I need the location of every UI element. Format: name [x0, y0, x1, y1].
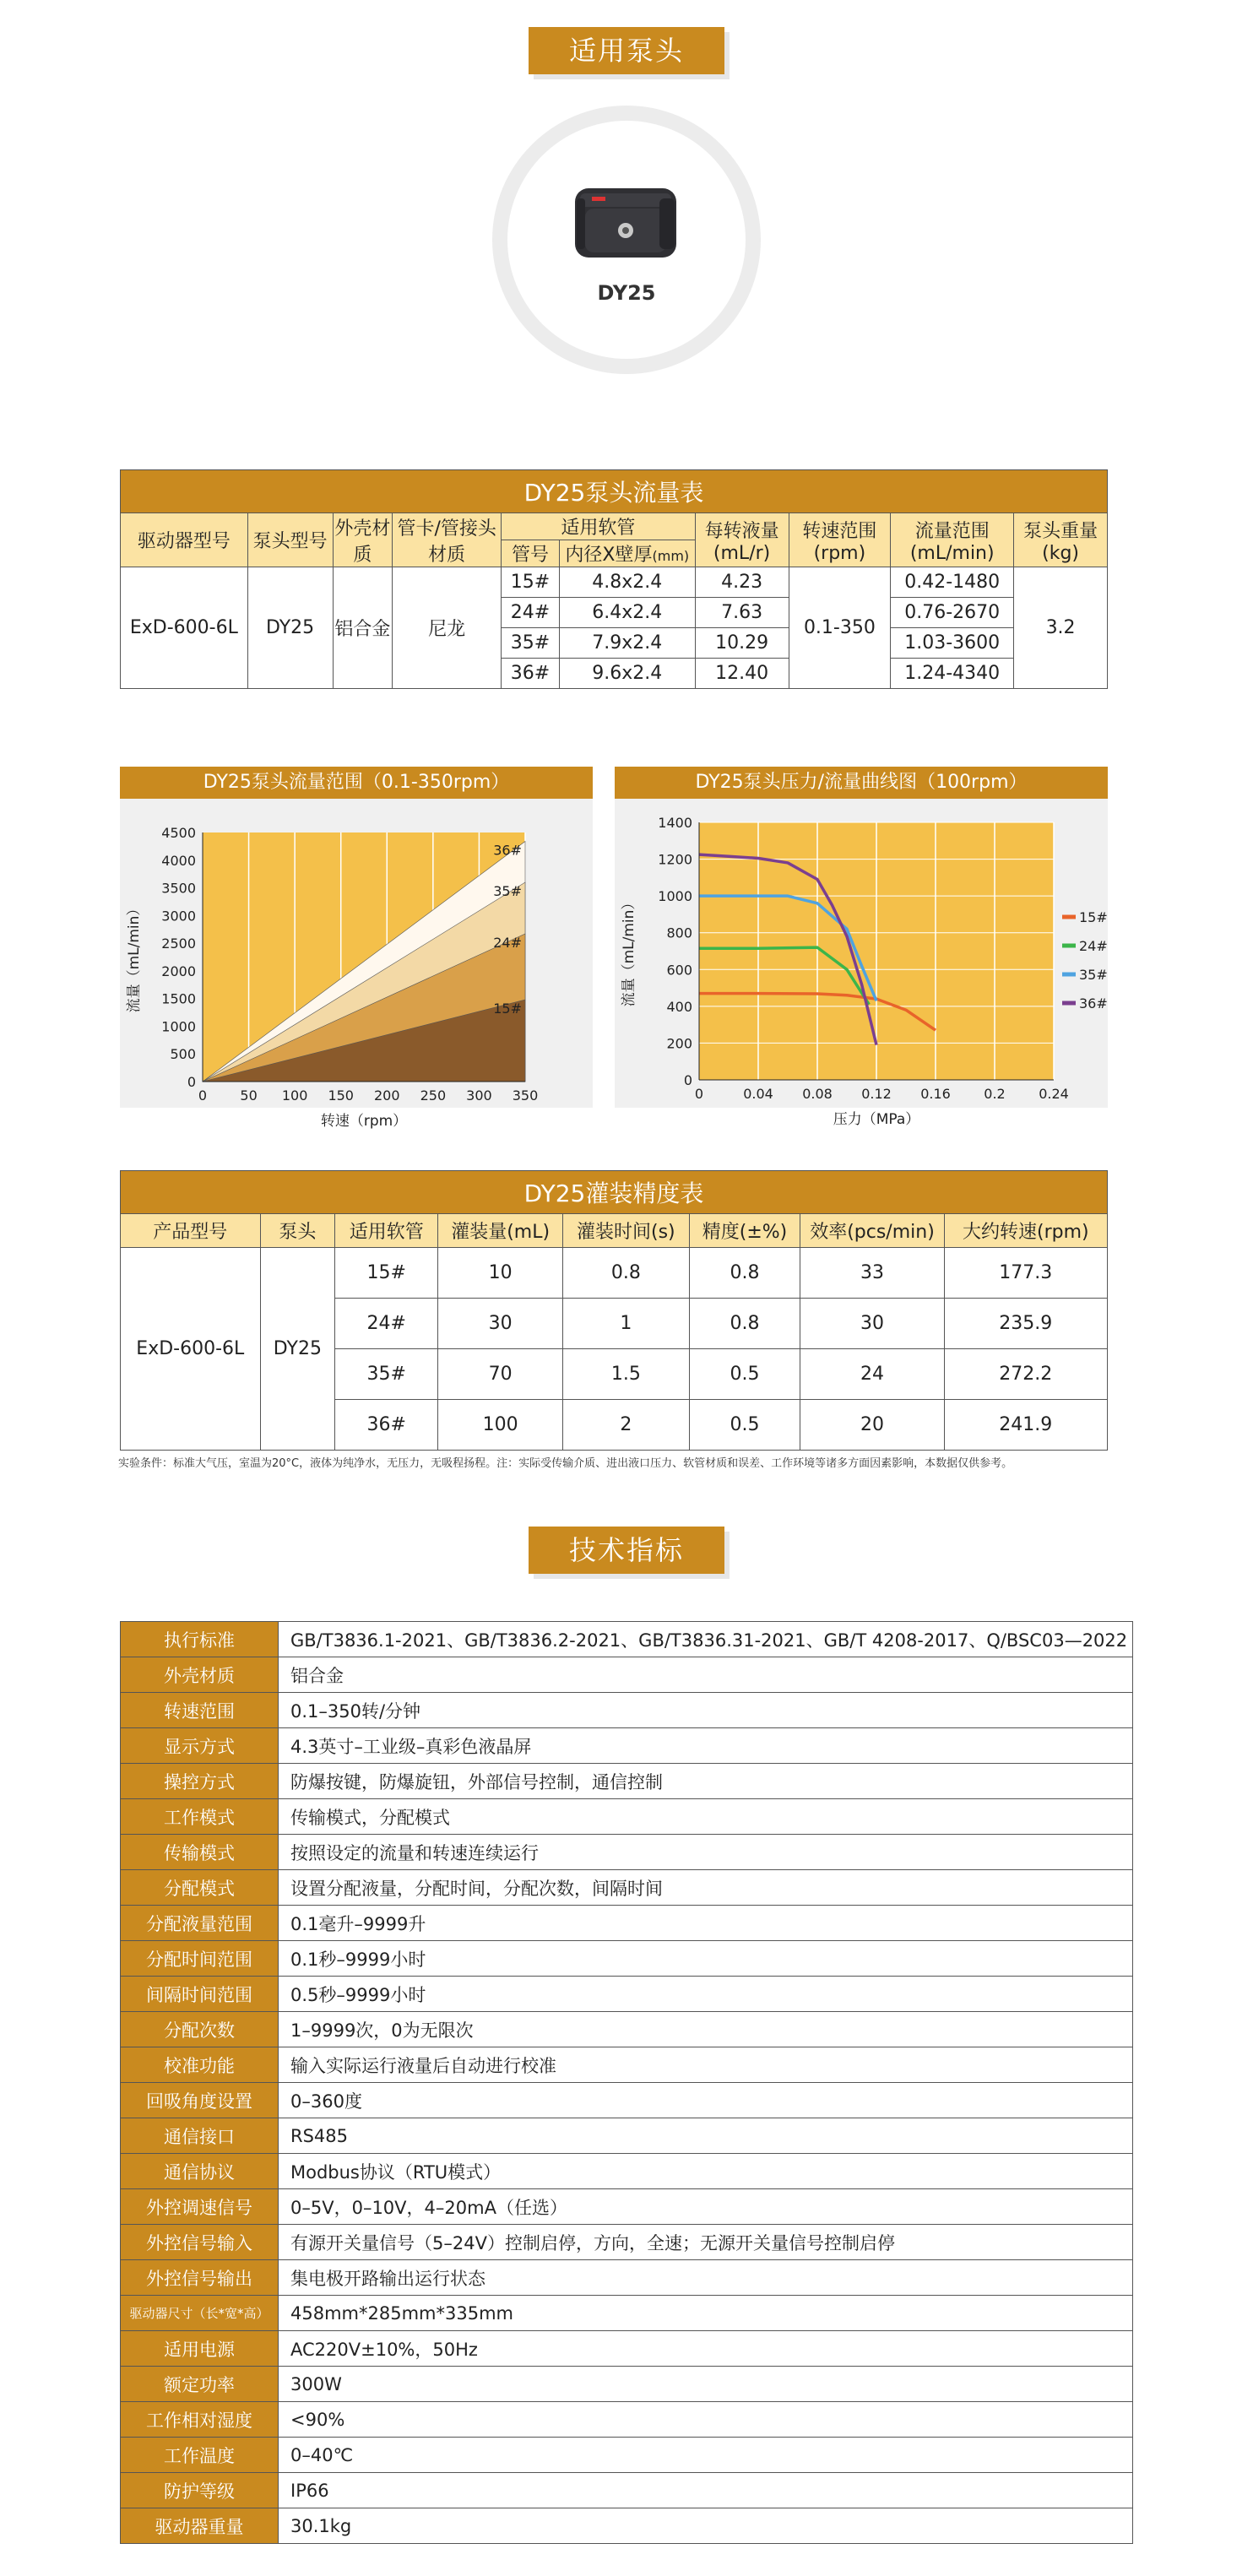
y-tick-label: 1400 [658, 815, 692, 831]
fill-th-2: 适用软管 [335, 1214, 438, 1248]
th-driver-model: 驱动器型号 [121, 513, 248, 567]
spec-value: 传输模式，分配模式 [279, 1799, 1133, 1835]
spec-value: 0.1毫升–9999升 [279, 1906, 1133, 1941]
pump-image-frame [492, 106, 761, 374]
series-label: 15# [493, 1000, 522, 1017]
x-tick-label: 0.2 [984, 1086, 1006, 1102]
pump-section-title: 适用泵头 [529, 27, 724, 74]
cell-per-rev: 12.40 [695, 659, 789, 689]
cell-volume: 100 [438, 1400, 563, 1451]
th-id-wall: 内径X壁厚(mm) [559, 540, 695, 567]
th-applicable-tube: 适用软管 [502, 513, 696, 540]
legend-label: 36# [1079, 995, 1108, 1011]
cell-volume: 70 [438, 1349, 563, 1400]
y-tick-label: 200 [666, 1035, 692, 1052]
series-label: 35# [493, 883, 522, 899]
cell-tube: 35# [335, 1349, 438, 1400]
cell-tube: 24# [335, 1299, 438, 1349]
cell-tube: 36# [335, 1400, 438, 1451]
legend-label: 15# [1079, 909, 1108, 925]
spec-label: 分配时间范围 [121, 1941, 279, 1977]
chart2-title: DY25泵头压力/流量曲线图（100rpm） [615, 767, 1108, 799]
th-shell-material: 外壳材质 [333, 513, 393, 567]
cell-flow: 1.24-4340 [891, 659, 1014, 689]
x-tick-label: 0.24 [1039, 1086, 1069, 1102]
y-tick-label: 4500 [161, 825, 196, 841]
cell-time: 2 [563, 1400, 690, 1451]
spec-label: 通信接口 [121, 2118, 279, 2154]
spec-section-title: 技术指标 [529, 1527, 724, 1574]
spec-row [121, 2508, 1133, 2544]
spec-label: 回吸角度设置 [121, 2083, 279, 2118]
x-tick-label: 150 [328, 1087, 354, 1104]
spec-row [121, 2083, 1133, 2118]
x-tick-label: 0.08 [802, 1086, 833, 1102]
cell-efficiency: 33 [800, 1248, 944, 1299]
th-flow-range: 流量范围(mL/min) [891, 513, 1014, 567]
pump-head-image [567, 173, 685, 273]
cell-size: 9.6x2.4 [559, 659, 695, 689]
cell-driver-model: ExD-600-6L [121, 567, 248, 689]
spec-row [121, 1977, 1133, 2012]
y-tick-label: 1200 [658, 851, 692, 868]
spec-label: 显示方式 [121, 1728, 279, 1764]
spec-value: Modbus协议（RTU模式） [279, 2154, 1133, 2189]
y-tick-label: 3000 [161, 908, 196, 925]
spec-label: 工作温度 [121, 2438, 279, 2473]
spec-row [121, 2438, 1133, 2473]
spec-row [121, 1728, 1133, 1764]
spec-value: GB/T3836.1-2021、GB/T3836.2-2021、GB/T3836.31-2021、GB/T 4208-2017、Q/BSC03—2022 [279, 1622, 1133, 1657]
y-axis-label: 流量（mL/min） [621, 895, 637, 1007]
y-tick-label: 4000 [161, 852, 196, 869]
x-tick-label: 0.04 [743, 1086, 773, 1102]
th-per-rev: 每转液量(mL/r) [695, 513, 789, 567]
spec-row [121, 1941, 1133, 1977]
legend-label: 35# [1079, 967, 1108, 983]
th-weight: 泵头重量(kg) [1014, 513, 1108, 567]
spec-row [121, 1764, 1133, 1799]
flow-range-chart-plot [120, 799, 593, 1130]
fill-th-1: 泵头 [260, 1214, 335, 1248]
y-axis-label: 流量（mL/min） [126, 901, 143, 1013]
fill-th-5: 精度(±%) [689, 1214, 800, 1248]
fill-th-4: 灌装时间(s) [563, 1214, 690, 1248]
spec-label: 驱动器重量 [121, 2508, 279, 2544]
spec-label: 传输模式 [121, 1835, 279, 1870]
cell-size: 6.4x2.4 [559, 598, 695, 628]
spec-value: <90% [279, 2402, 1133, 2438]
th-tube-clamp-material: 管卡/管接头材质 [393, 513, 502, 567]
cell-efficiency: 20 [800, 1400, 944, 1451]
spec-row [121, 2189, 1133, 2225]
cell-volume: 10 [438, 1248, 563, 1299]
spec-value: RS485 [279, 2118, 1133, 2154]
cell-pump: DY25 [260, 1248, 335, 1451]
cell-tube: 24# [502, 598, 560, 628]
spec-label: 驱动器尺寸（长*宽*高） [121, 2296, 279, 2331]
cell-tube: 15# [502, 567, 560, 598]
cell-accuracy: 0.5 [689, 1349, 800, 1400]
th-tube-no: 管号 [502, 540, 560, 567]
cell-flow: 0.76-2670 [891, 598, 1014, 628]
cell-per-rev: 7.63 [695, 598, 789, 628]
x-tick-label: 200 [374, 1087, 400, 1104]
spec-row [121, 1799, 1133, 1835]
spec-label: 工作相对湿度 [121, 2402, 279, 2438]
cell-time: 1.5 [563, 1349, 690, 1400]
y-tick-label: 1000 [658, 888, 692, 905]
spec-row [121, 2473, 1133, 2508]
spec-row [121, 2047, 1133, 2083]
x-tick-label: 0 [694, 1086, 704, 1102]
spec-label: 转速范围 [121, 1693, 279, 1728]
spec-label: 外控信号输出 [121, 2260, 279, 2296]
x-tick-label: 100 [281, 1087, 308, 1104]
cell-tube: 36# [502, 659, 560, 689]
fill-table [120, 1170, 1108, 1451]
cell-size: 7.9x2.4 [559, 628, 695, 659]
pump-name: DY25 [597, 281, 656, 305]
cell-size: 4.8x2.4 [559, 567, 695, 598]
spec-value: 4.3英寸–工业级–真彩色液晶屏 [279, 1728, 1133, 1764]
cell-flow: 0.42-1480 [891, 567, 1014, 598]
spec-value: 0.1秒–9999小时 [279, 1941, 1133, 1977]
spec-row [121, 1835, 1133, 1870]
cell-flow: 1.03-3600 [891, 628, 1014, 659]
spec-value: 设置分配液量，分配时间，分配次数，间隔时间 [279, 1870, 1133, 1906]
spec-table [120, 1621, 1133, 2544]
cell-rpm: 241.9 [944, 1400, 1107, 1451]
y-tick-label: 2500 [161, 935, 196, 952]
y-tick-label: 3500 [161, 880, 196, 897]
spec-value: 按照设定的流量和转速连续运行 [279, 1835, 1133, 1870]
fill-th-7: 大约转速(rpm) [944, 1214, 1107, 1248]
x-tick-label: 0 [198, 1087, 208, 1104]
spec-row [121, 2260, 1133, 2296]
spec-value: 铝合金 [279, 1657, 1133, 1693]
cell-tube: 15# [335, 1248, 438, 1299]
spec-label: 适用电源 [121, 2331, 279, 2367]
chart1-title: DY25泵头流量范围（0.1-350rpm） [120, 767, 593, 799]
spec-value: AC220V±10%，50Hz [279, 2331, 1133, 2367]
spec-value: 0–360度 [279, 2083, 1133, 2118]
x-tick-label: 0.12 [861, 1086, 892, 1102]
cell-efficiency: 30 [800, 1299, 944, 1349]
spec-label: 操控方式 [121, 1764, 279, 1799]
y-tick-label: 0 [187, 1074, 196, 1090]
cell-weight: 3.2 [1014, 567, 1108, 689]
cell-accuracy: 0.8 [689, 1299, 800, 1349]
spec-label: 额定功率 [121, 2367, 279, 2402]
spec-value: 0.5秒–9999小时 [279, 1977, 1133, 2012]
x-tick-label: 350 [512, 1087, 539, 1104]
x-tick-label: 0.16 [920, 1086, 951, 1102]
y-tick-label: 600 [666, 962, 692, 979]
flow-range-chart [120, 767, 593, 1130]
y-tick-label: 1500 [161, 990, 196, 1007]
series-label: 24# [493, 934, 522, 951]
x-axis-label: 压力（MPa） [833, 1111, 920, 1128]
spec-value: 0.1–350转/分钟 [279, 1693, 1133, 1728]
cell-pump-model: DY25 [247, 567, 333, 689]
y-tick-label: 1000 [161, 1018, 196, 1035]
series-label: 36# [493, 842, 522, 859]
spec-row [121, 1657, 1133, 1693]
y-tick-label: 400 [666, 998, 692, 1015]
spec-label: 外控信号输入 [121, 2225, 279, 2260]
spec-label: 间隔时间范围 [121, 1977, 279, 2012]
flow-table-title: DY25泵头流量表 [121, 470, 1108, 513]
y-tick-label: 0 [683, 1072, 692, 1088]
spec-value: 0–40℃ [279, 2438, 1133, 2473]
y-tick-label: 500 [170, 1046, 196, 1063]
x-tick-label: 300 [466, 1087, 492, 1104]
spec-row [121, 1906, 1133, 1941]
cell-product: ExD-600-6L [121, 1248, 261, 1451]
spec-row [121, 2367, 1133, 2402]
spec-value: 防爆按键，防爆旋钮，外部信号控制，通信控制 [279, 1764, 1133, 1799]
cell-accuracy: 0.8 [689, 1248, 800, 1299]
spec-row [121, 2225, 1133, 2260]
pressure-flow-chart [615, 767, 1108, 1128]
spec-label: 执行标准 [121, 1622, 279, 1657]
cell-rpm: 235.9 [944, 1299, 1107, 1349]
spec-row [121, 2402, 1133, 2438]
spec-row [121, 2296, 1133, 2331]
spec-label: 通信协议 [121, 2154, 279, 2189]
spec-value: 30.1kg [279, 2508, 1133, 2544]
fill-table-title: DY25灌装精度表 [121, 1171, 1108, 1214]
cell-efficiency: 24 [800, 1349, 944, 1400]
spec-value: 1–9999次，0为无限次 [279, 2012, 1133, 2047]
spec-row [121, 2331, 1133, 2367]
cell-rpm: 177.3 [944, 1248, 1107, 1299]
spec-label: 工作模式 [121, 1799, 279, 1835]
spec-label: 分配次数 [121, 2012, 279, 2047]
cell-tube-clamp-material: 尼龙 [393, 567, 502, 689]
x-axis-label: 转速（rpm） [320, 1113, 408, 1130]
cell-volume: 30 [438, 1299, 563, 1349]
spec-value: 0–5V，0–10V，4–20mA（任选） [279, 2189, 1133, 2225]
pressure-flow-chart-plot [615, 799, 1108, 1128]
cell-tube: 35# [502, 628, 560, 659]
y-tick-label: 800 [666, 925, 692, 941]
x-tick-label: 50 [240, 1087, 258, 1104]
spec-value: IP66 [279, 2473, 1133, 2508]
cell-per-rev: 4.23 [695, 567, 789, 598]
fill-table-note: 实验条件：标准大气压，室温为20°C，液体为纯净水，无压力，无吸程扬程。注：实际受传输介质、进出液口压力、软管材质和误差、工作环境等诸多方面因素影响，本数据仅供参考。 [118, 1457, 1013, 1470]
flow-table [120, 469, 1108, 689]
spec-label: 外壳材质 [121, 1657, 279, 1693]
cell-speed-range: 0.1-350 [789, 567, 891, 689]
spec-value: 输入实际运行液量后自动进行校准 [279, 2047, 1133, 2083]
fill-th-0: 产品型号 [121, 1214, 261, 1248]
fill-th-3: 灌装量(mL) [438, 1214, 563, 1248]
x-tick-label: 250 [420, 1087, 447, 1104]
spec-label: 校准功能 [121, 2047, 279, 2083]
cell-time: 0.8 [563, 1248, 690, 1299]
spec-value: 集电极开路输出运行状态 [279, 2260, 1133, 2296]
fill-th-6: 效率(pcs/min) [800, 1214, 944, 1248]
th-pump-model: 泵头型号 [247, 513, 333, 567]
cell-accuracy: 0.5 [689, 1400, 800, 1451]
cell-time: 1 [563, 1299, 690, 1349]
spec-value: 458mm*285mm*335mm [279, 2296, 1133, 2331]
spec-row [121, 1622, 1133, 1657]
y-tick-label: 2000 [161, 963, 196, 979]
spec-value: 有源开关量信号（5–24V）控制启停，方向，全速；无源开关量信号控制启停 [279, 2225, 1133, 2260]
spec-row [121, 2154, 1133, 2189]
spec-value: 300W [279, 2367, 1133, 2402]
spec-row [121, 2118, 1133, 2154]
cell-per-rev: 10.29 [695, 628, 789, 659]
spec-row [121, 1693, 1133, 1728]
spec-label: 防护等级 [121, 2473, 279, 2508]
spec-row [121, 2012, 1133, 2047]
th-speed-range: 转速范围(rpm) [789, 513, 891, 567]
spec-label: 外控调速信号 [121, 2189, 279, 2225]
spec-row [121, 1870, 1133, 1906]
cell-rpm: 272.2 [944, 1349, 1107, 1400]
spec-label: 分配液量范围 [121, 1906, 279, 1941]
spec-label: 分配模式 [121, 1870, 279, 1906]
legend-label: 24# [1079, 938, 1108, 954]
cell-shell-material: 铝合金 [333, 567, 393, 689]
